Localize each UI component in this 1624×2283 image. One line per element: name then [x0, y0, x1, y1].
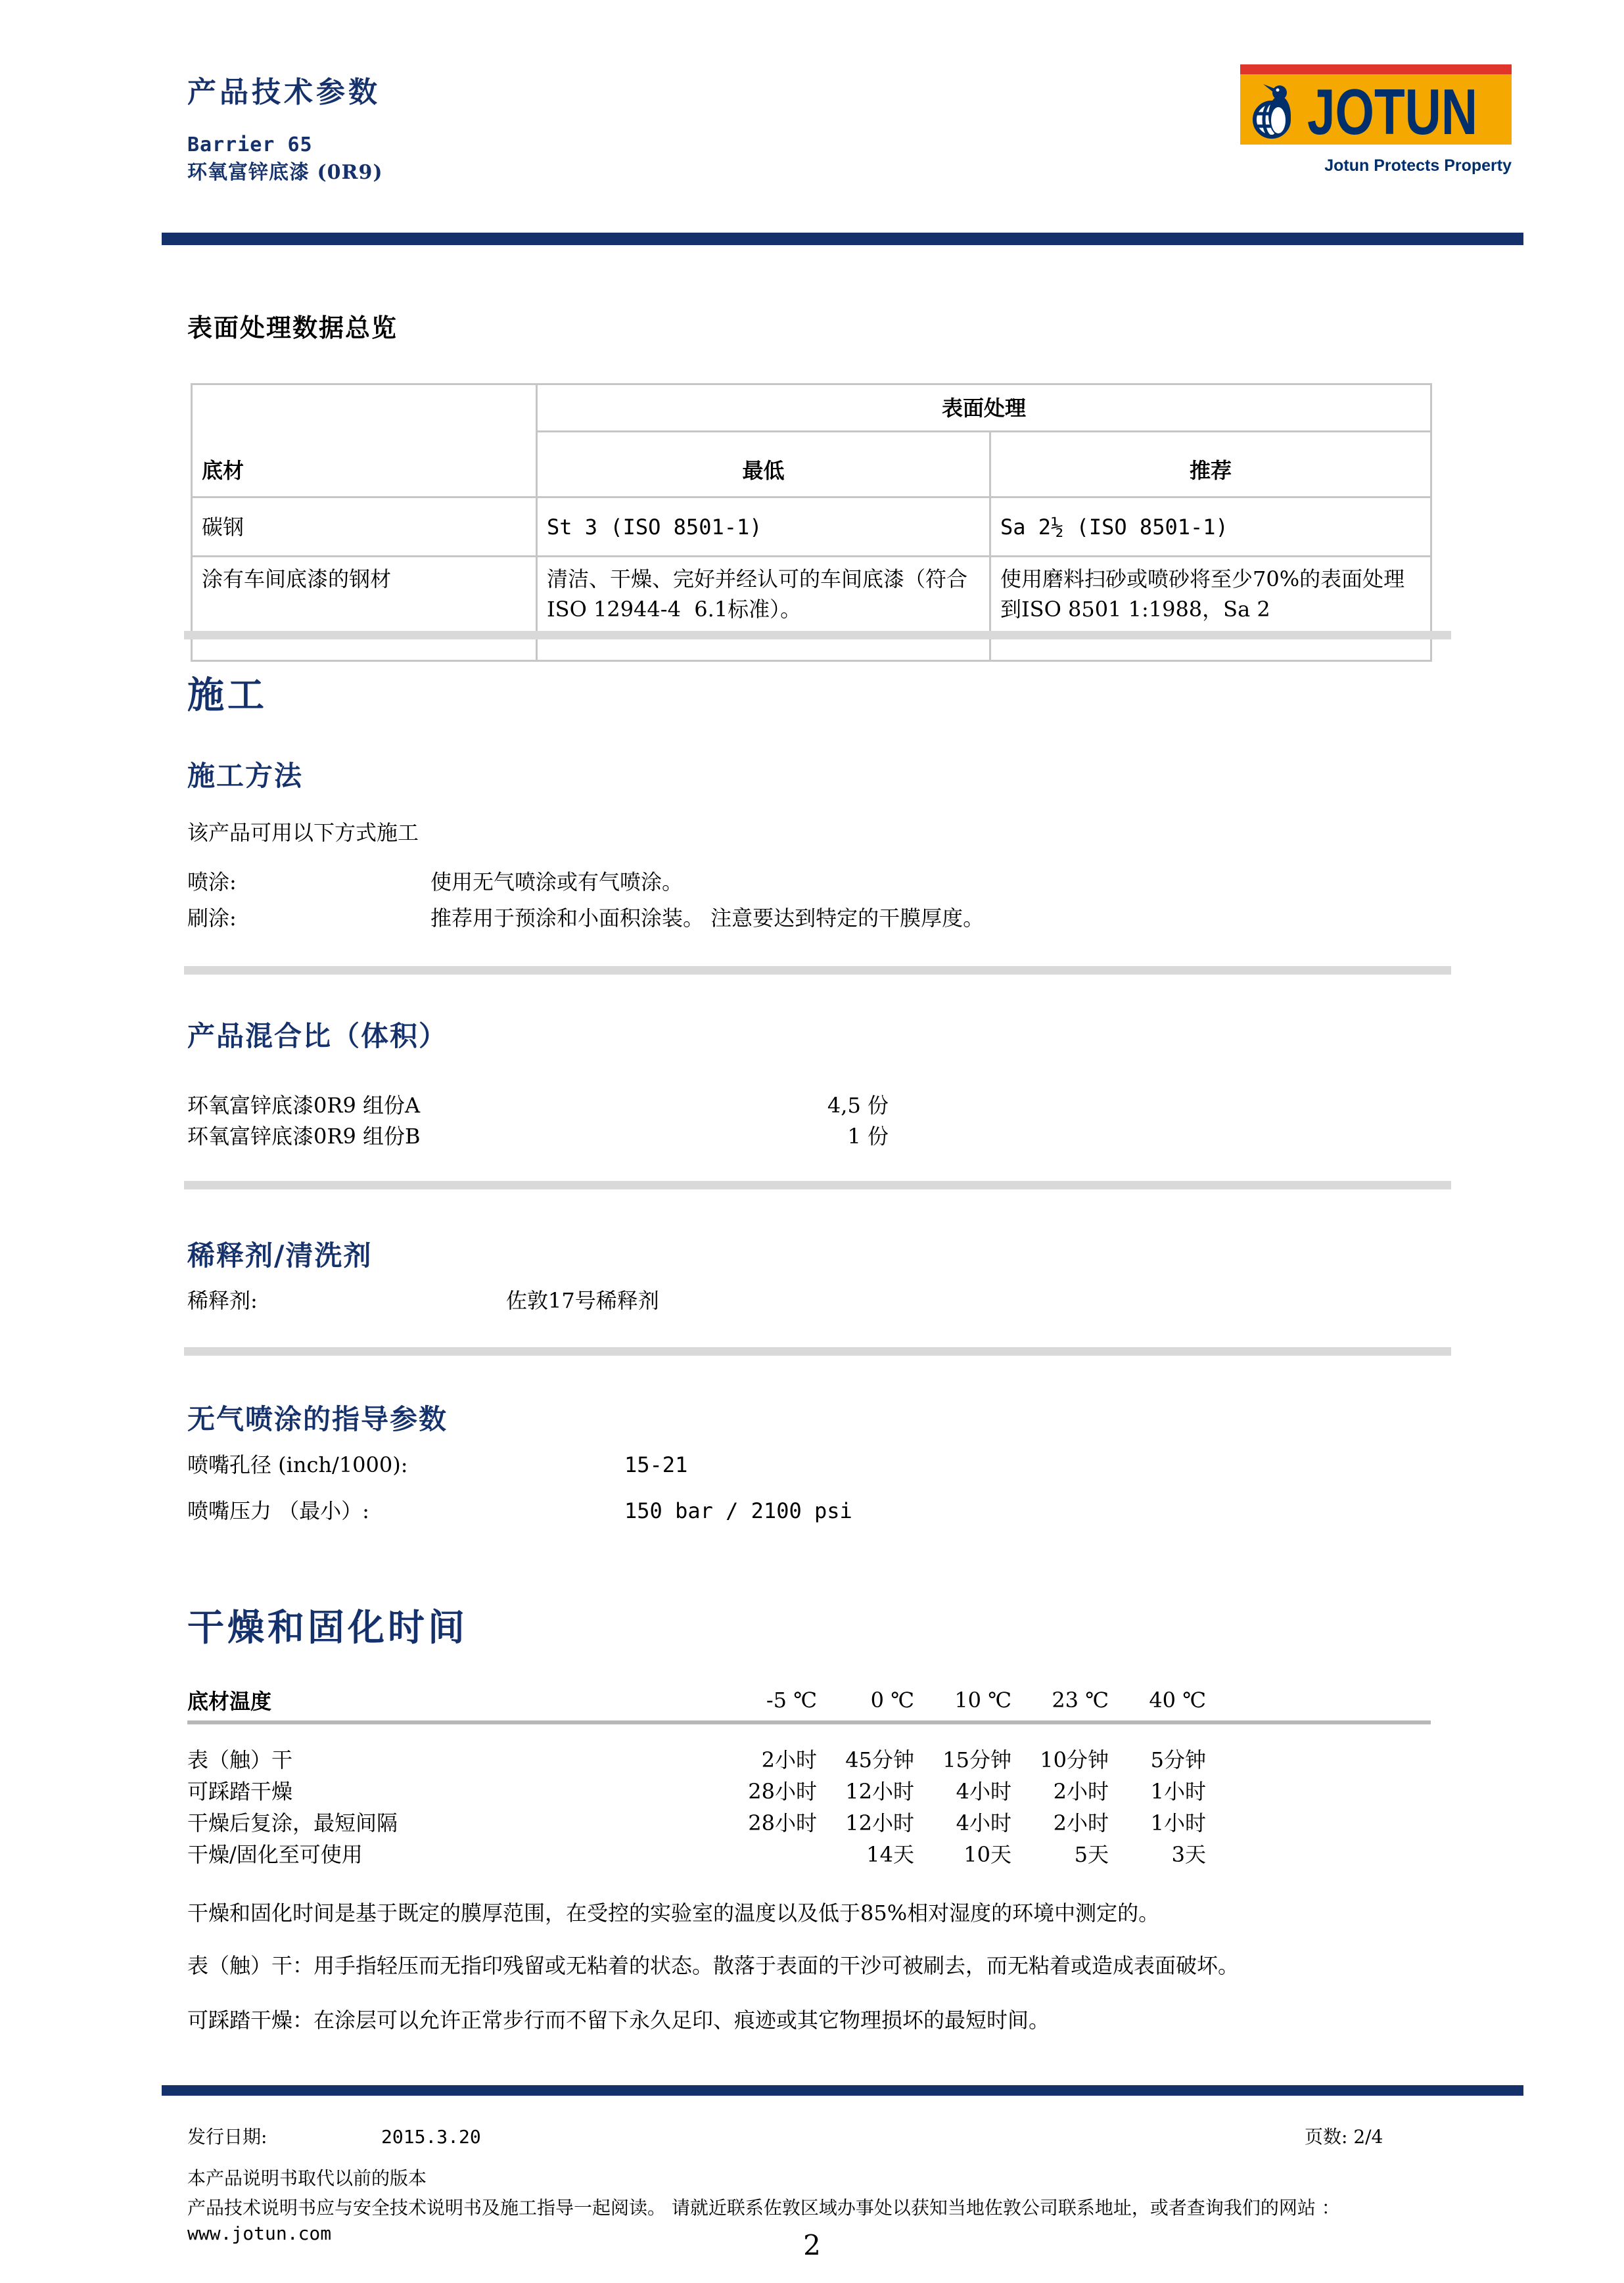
- thinner-title: 稀释剂/清洗剂: [187, 1239, 373, 1272]
- nozzle-size-label: 喷嘴孔径 (inch/1000):: [187, 1452, 408, 1477]
- row-label: 可踩踏干燥: [187, 1779, 293, 1804]
- column-header-minimum: 最低: [537, 432, 990, 497]
- row-label: 干燥/固化至可使用: [187, 1842, 363, 1867]
- mixing-label-comp-a: 环氧富锌底漆0R9 组份A: [187, 1093, 421, 1118]
- table-cell: 1小时: [1150, 1779, 1206, 1804]
- row-label: 表（触）干: [187, 1747, 293, 1772]
- table-row: [187, 1837, 1431, 1869]
- table-row: [187, 1722, 1431, 1774]
- mixing-label-comp-b: 环氧富锌底漆0R9 组份B: [187, 1124, 421, 1149]
- table-cell: 28小时: [748, 1779, 817, 1804]
- drying-note: 可踩踏干燥：在涂层可以允许正常步行而不留下永久足印、痕迹或其它物理损坏的最短时间。: [187, 2008, 1050, 2033]
- thinner-label: 稀释剂:: [187, 1288, 258, 1313]
- table-cell: 2小时: [1053, 1779, 1109, 1804]
- table-cell-recommended: 使用磨料扫砂或喷砂将至少70%的表面处理到ISO 8501 1:1988，Sa 2: [990, 557, 1431, 661]
- column-header-temp: -5 ℃: [720, 1680, 817, 1722]
- jotun-tagline: Jotun Protects Property: [1324, 156, 1512, 175]
- table-cell: 45分钟: [845, 1747, 914, 1772]
- table-cell: 10分钟: [1040, 1747, 1109, 1772]
- table-cell: 1小时: [1150, 1810, 1206, 1835]
- page-count: 页数: 2/4: [1305, 2126, 1383, 2148]
- method-value-brush: 推荐用于预涂和小面积涂装。 注意要达到特定的干膜厚度。: [430, 906, 985, 931]
- surface-table: [191, 383, 1432, 662]
- table-row: [192, 497, 1431, 557]
- table-cell: 14天: [866, 1842, 914, 1867]
- column-header-substrate: 底材: [192, 384, 537, 497]
- table-cell: 28小时: [748, 1810, 817, 1835]
- table-cell: 12小时: [845, 1779, 914, 1804]
- section-divider: [184, 631, 1451, 639]
- table-row: [192, 557, 1431, 661]
- section-divider: [184, 1347, 1451, 1356]
- product-variant: 环氧富锌底漆 (0R9): [187, 161, 383, 184]
- page-number: 2: [803, 2229, 821, 2261]
- column-header-recommended: 推荐: [990, 432, 1431, 497]
- column-group-header: 表面处理: [537, 384, 1431, 432]
- table-cell: 12小时: [845, 1810, 914, 1835]
- table-cell: [720, 1837, 817, 1869]
- table-cell-recommended: Sa 2½ (ISO 8501-1): [990, 497, 1431, 557]
- table-cell-substrate: 涂有车间底漆的钢材: [192, 557, 537, 661]
- method-label-spray: 喷涂:: [187, 869, 237, 894]
- table-cell: 10天: [963, 1842, 1011, 1867]
- nozzle-size-value: 15-21: [624, 1452, 688, 1477]
- mixing-value-comp-a: 4,5 份: [827, 1093, 889, 1118]
- drying-section-title: 干燥和固化时间: [187, 1606, 468, 1649]
- application-section-title: 施工: [187, 674, 267, 717]
- drying-header-row: [187, 1680, 1431, 1722]
- table-cell-substrate: 碳钢: [192, 497, 537, 557]
- footer-version-note: 本产品说明书取代以前的版本: [187, 2167, 427, 2189]
- issue-date-label: 发行日期:: [187, 2126, 267, 2148]
- nozzle-pressure-label: 喷嘴压力 （最小）:: [187, 1498, 369, 1523]
- column-header-temp: 23 ℃: [1011, 1680, 1109, 1722]
- application-methods-title: 施工方法: [187, 760, 304, 792]
- surface-section-title: 表面处理数据总览: [187, 313, 398, 342]
- footer-read-note: 产品技术说明书应与安全技术说明书及施工指导一起阅读。 请就近联系佐敦区域办事处以获知当地佐敦公司联系地址，或者查询我们的网站 ：: [187, 2197, 1340, 2219]
- column-header-temp: 40 ℃: [1109, 1680, 1206, 1722]
- table-cell: 2小时: [1053, 1810, 1109, 1835]
- airless-spray-title: 无气喷涂的指导参数: [187, 1403, 448, 1435]
- page-title: 产品技术参数: [187, 76, 381, 109]
- table-cell: 5分钟: [1150, 1747, 1206, 1772]
- column-header-temp: 10 ℃: [914, 1680, 1011, 1722]
- table-cell: 3天: [1171, 1842, 1206, 1867]
- table-cell: 4小时: [956, 1779, 1011, 1804]
- issue-date-value: 2015.3.20: [381, 2126, 481, 2148]
- table-cell: 15分钟: [942, 1747, 1011, 1772]
- application-methods-intro: 该产品可用以下方式施工: [187, 820, 419, 845]
- thinner-value: 佐敦17号稀释剂: [506, 1288, 659, 1313]
- nozzle-pressure-value: 150 bar / 2100 psi: [624, 1498, 852, 1523]
- method-label-brush: 刷涂:: [187, 906, 237, 931]
- table-cell: 4小时: [956, 1810, 1011, 1835]
- mixing-ratio-title: 产品混合比（体积）: [187, 1020, 448, 1052]
- drying-note: 表（触）干：用手指轻压而无指印残留或无粘着的状态。散落于表面的干沙可被刷去，而无粘着或造成表面破坏。: [187, 1953, 1240, 1978]
- table-cell: 5天: [1074, 1842, 1109, 1867]
- table-row: [187, 1774, 1431, 1806]
- product-name: Barrier 65: [187, 133, 313, 156]
- penguin-globe-icon: [1249, 83, 1303, 146]
- section-divider: [184, 1181, 1451, 1189]
- logo-yellow-field: [1240, 74, 1512, 148]
- jotun-logo: [1240, 64, 1512, 148]
- header-divider-bar: [162, 233, 1523, 245]
- table-cell-minimum: St 3 (ISO 8501-1): [537, 497, 990, 557]
- website-link[interactable]: www.jotun.com: [187, 2223, 332, 2244]
- row-label: 干燥后复涂，最短间隔: [187, 1810, 398, 1835]
- table-cell: 2小时: [761, 1747, 817, 1772]
- logo-red-stripe: [1240, 64, 1512, 74]
- mixing-value-comp-b: 1 份: [847, 1124, 889, 1149]
- product-block: [187, 131, 383, 187]
- method-value-spray: 使用无气喷涂或有气喷涂。: [430, 869, 684, 894]
- column-header-substrate-temp: 底材温度: [187, 1680, 720, 1722]
- table-row: [187, 1806, 1431, 1837]
- column-header-filler: [1206, 1680, 1431, 1722]
- footer-divider-bar: [162, 2085, 1523, 2096]
- table-cell-minimum: 清洁、干燥、完好并经认可的车间底漆（符合ISO 12944-4 6.1标准）。: [537, 557, 990, 661]
- section-divider: [184, 966, 1451, 975]
- jotun-wordmark: JOTUN: [1307, 76, 1478, 148]
- drying-table: [187, 1680, 1431, 1869]
- drying-note: 干燥和固化时间是基于既定的膜厚范围，在受控的实验室的温度以及低于85%相对湿度的环境中测定的。: [187, 1901, 1160, 1926]
- column-header-temp: 0 ℃: [817, 1680, 914, 1722]
